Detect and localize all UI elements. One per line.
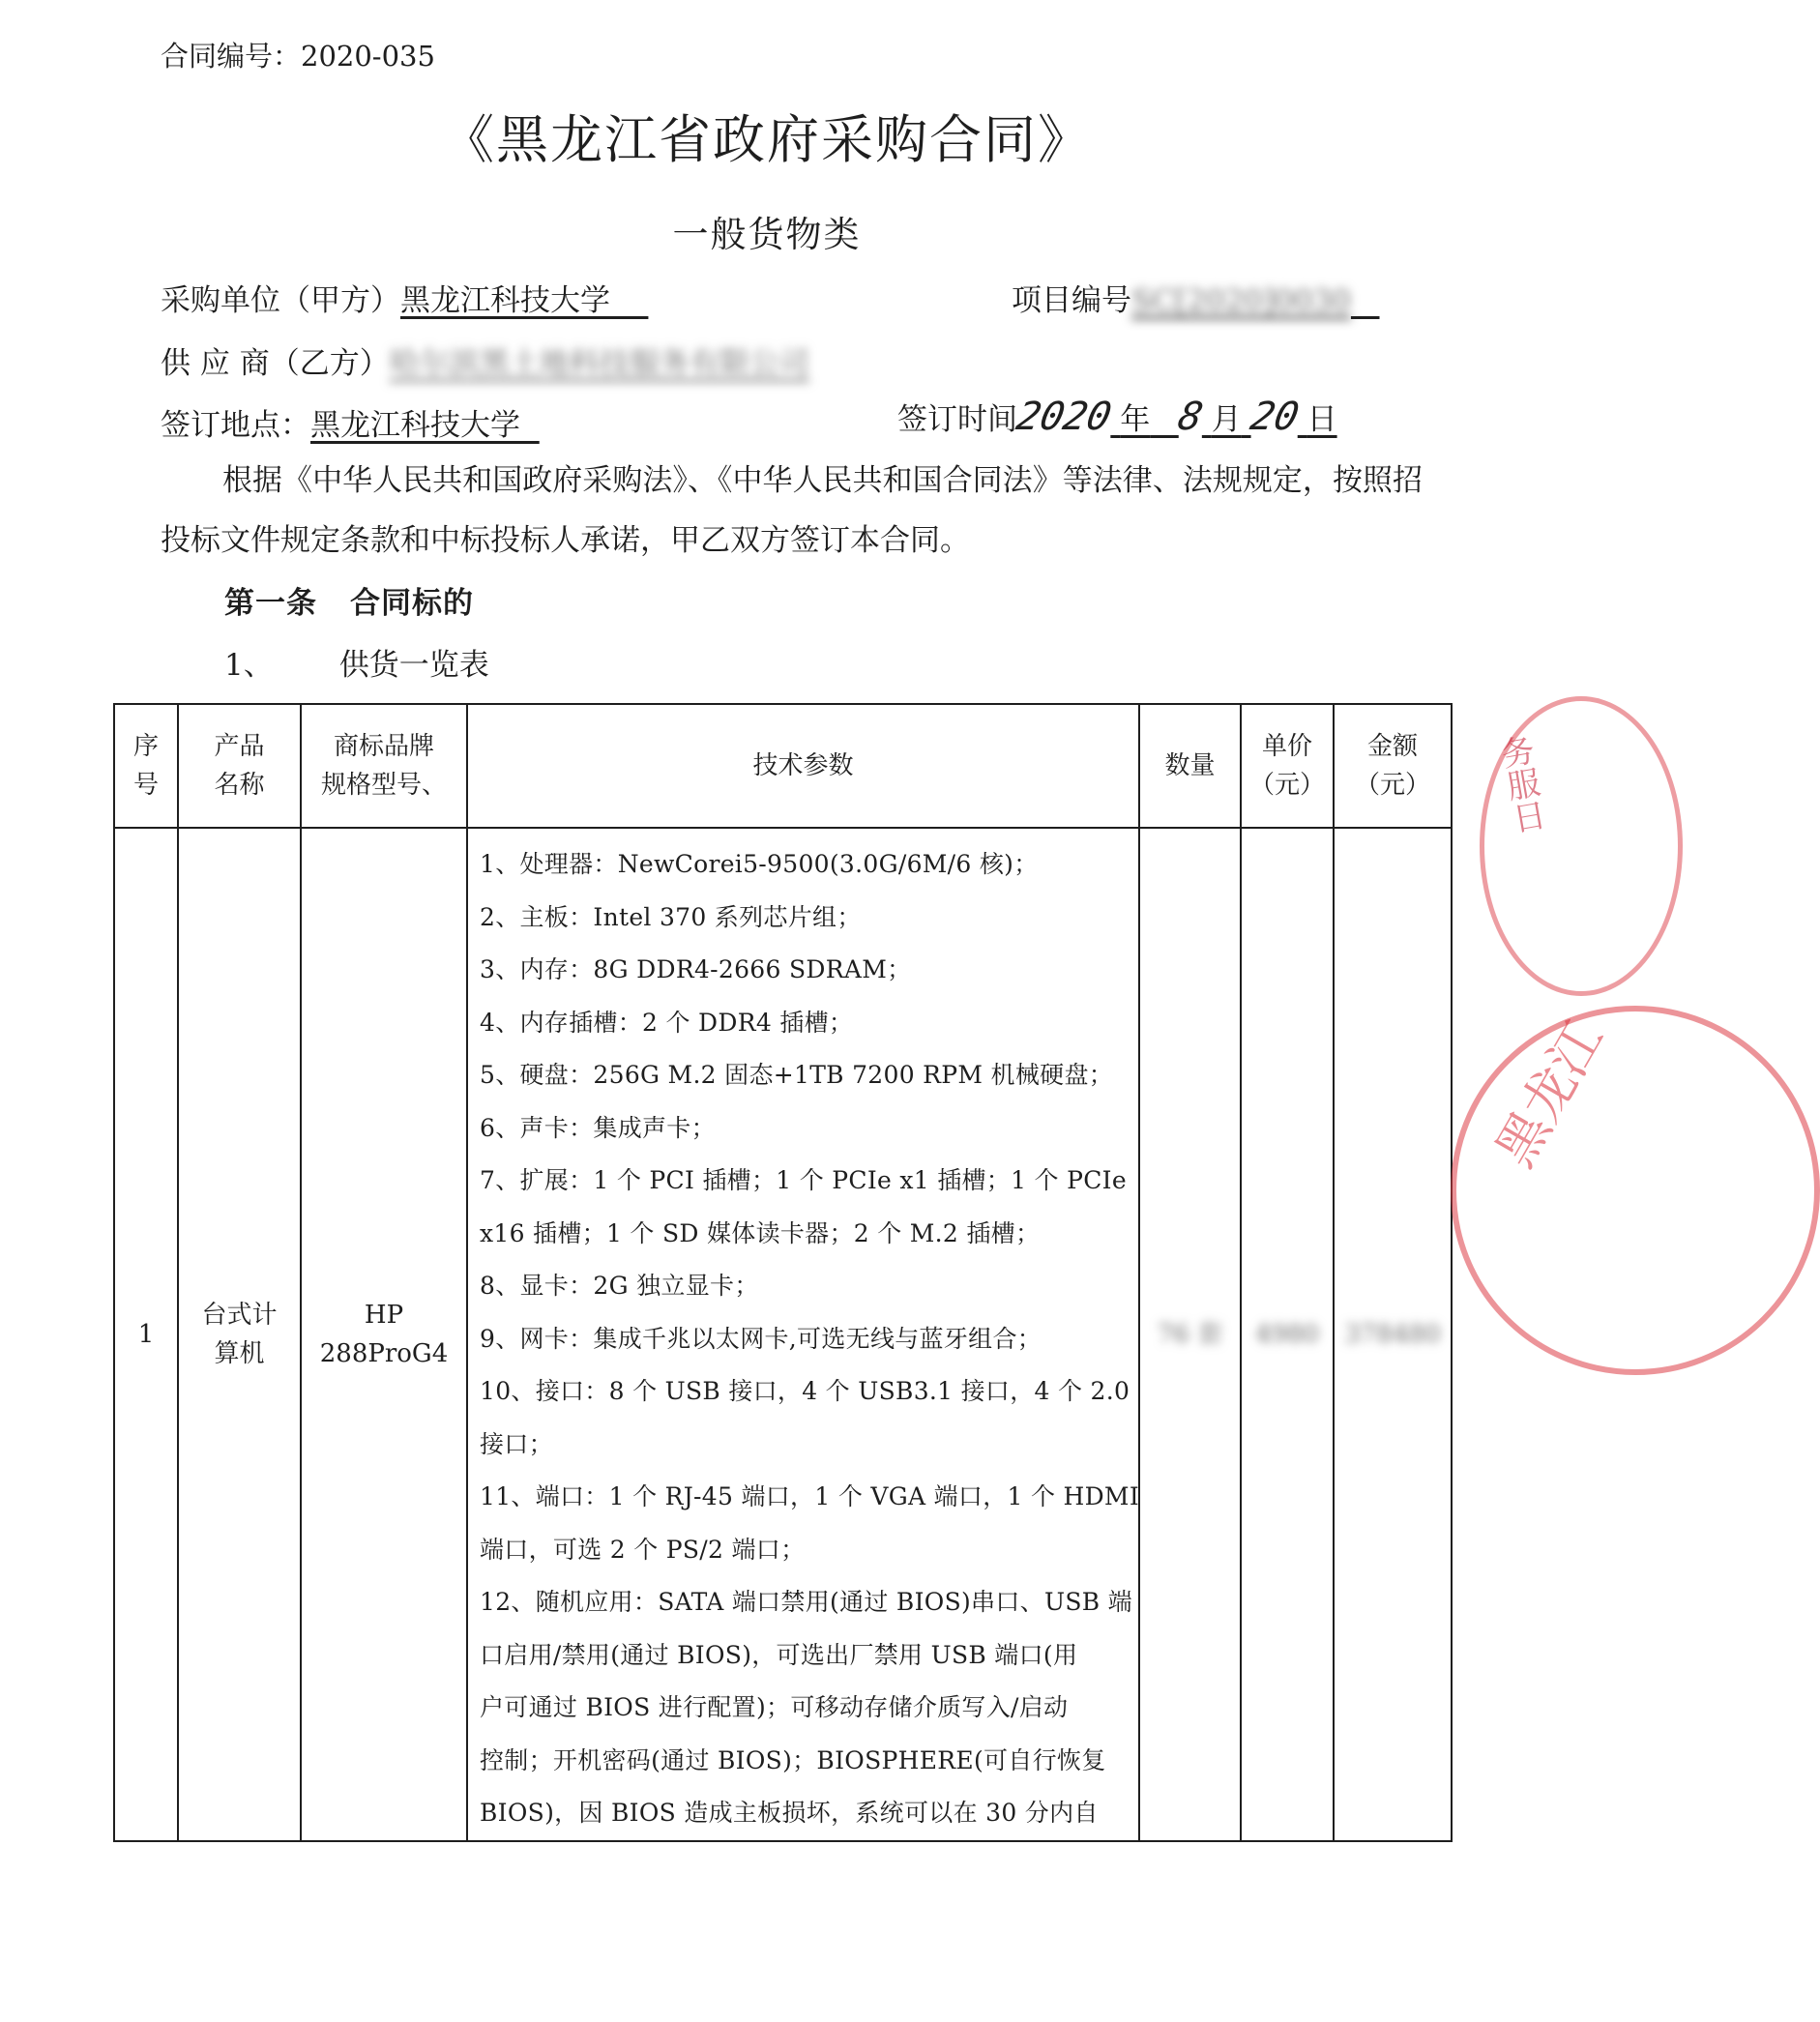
seal-stamp — [1451, 1006, 1820, 1375]
param-line: 10、接口：8 个 USB 接口，4 个 USB3.1 接口，4 个 2.0 — [480, 1377, 1130, 1405]
supplier-row — [161, 338, 809, 382]
header-name: 产品 名称 — [178, 704, 301, 828]
sign-month: 8 — [1173, 395, 1207, 439]
place-row — [161, 400, 540, 444]
param-line: BIOS)，因 BIOS 造成主板损坏，系统可以在 30 分内自 — [480, 1799, 1099, 1827]
param-line: 6、声卡：集成声卡； — [480, 1113, 716, 1142]
row-name: 台式计 算机 — [178, 828, 301, 1841]
param-line: 2、主板：Intel 370 系列芯片组； — [480, 902, 862, 931]
row-qty: 76 套 — [1139, 828, 1241, 1841]
sign-day-unit: 日 — [1306, 402, 1337, 437]
param-line: 户可通过 BIOS 进行配置)；可移动存储介质写入/启动 — [480, 1693, 1069, 1721]
list-heading — [224, 640, 489, 684]
place-label: 签订地点： — [161, 408, 310, 443]
row-brand: HP 288ProG4 — [301, 828, 467, 1841]
document-title: 《黑龙江省政府采购合同》 — [442, 109, 1092, 170]
param-line: 11、端口：1 个 RJ-45 端口，1 个 VGA 端口，1 个 HDMI — [480, 1482, 1140, 1510]
param-line: 8、显卡：2G 独立显卡； — [480, 1272, 759, 1300]
sign-time-row — [897, 395, 1337, 439]
project-value: SC[2020]0030 — [1131, 283, 1351, 318]
sign-year: 2020 — [1013, 395, 1116, 439]
supply-table — [113, 703, 1453, 1842]
param-line: 7、扩展：1 个 PCI 插槽；1 个 PCIe x1 插槽；1 个 PCIe — [480, 1166, 1127, 1194]
section-heading — [224, 578, 507, 622]
place-underline-pad — [520, 408, 540, 443]
project-row — [1012, 276, 1380, 319]
row-params — [467, 828, 1139, 1841]
buyer-underline-pad — [610, 283, 648, 318]
project-value-wrap — [1131, 283, 1380, 318]
table-header-row — [114, 704, 1452, 828]
header-qty: 数量 — [1139, 704, 1241, 828]
section-title: 合同标的 — [350, 586, 474, 621]
supplier-label: 供 应 商（乙方） — [161, 346, 390, 381]
buyer-label: 采购单位（甲方） — [161, 283, 400, 318]
list-title: 供货一览表 — [338, 648, 489, 683]
document-subtitle: 一般货物类 — [672, 214, 862, 255]
header-price: 单价 （元） — [1241, 704, 1334, 828]
param-line: 1、处理器：NewCorei5-9500(3.0G/6M/6 核)； — [480, 850, 1039, 878]
param-line: 4、内存插槽：2 个 DDR4 插槽； — [480, 1008, 854, 1037]
place-value: 黑龙江科技大学 — [310, 408, 520, 443]
section-number: 第一条 — [224, 586, 317, 621]
header-amount: 金额 （元） — [1334, 704, 1452, 828]
sign-time-value — [1013, 395, 1337, 439]
header-params: 技术参数 — [467, 704, 1139, 828]
sign-year-unit: 年 — [1120, 402, 1151, 437]
row-price: 4980 — [1241, 828, 1334, 1841]
param-line: 3、内存：8G DDR4-2666 SDRAM； — [480, 955, 912, 983]
row-amount: 378480 — [1334, 828, 1452, 1841]
sign-month-unit: 月 — [1211, 402, 1242, 437]
intro-paragraph: 根据《中华人民共和国政府采购法》、《中华人民共和国合同法》等法律、法规规定，按照招投标文件规定条款和中标投标人承诺，甲乙双方签订本合同。 — [161, 463, 1423, 558]
param-line: 控制；开机密码(通过 BIOS)；BIOSPHERE(可自行恢复 — [480, 1745, 1106, 1774]
seal-stamp-top-text: 务服日 — [1492, 732, 1548, 836]
header-seq: 序 号 — [114, 704, 178, 828]
header-brand: 商标品牌 规格型号、 — [301, 704, 467, 828]
param-line: 9、网卡：集成千兆以太网卡,可选无线与蓝牙组合； — [480, 1324, 1042, 1353]
param-line: 5、硬盘：256G M.2 固态+1TB 7200 RPM 机械硬盘； — [480, 1061, 1114, 1089]
contract-number: 合同编号：2020-035 — [161, 40, 435, 73]
param-line: x16 插槽；1 个 SD 媒体读卡器；2 个 M.2 插槽； — [480, 1218, 1041, 1247]
project-label: 项目编号 — [1012, 283, 1131, 318]
param-line: 接口； — [480, 1429, 553, 1458]
param-line: 12、随机应用：SATA 端口禁用(通过 BIOS)串口、USB 端 — [480, 1588, 1132, 1616]
sign-time-label: 签订时间 — [897, 402, 1017, 437]
supplier-value: 哈尔滨黑土地科技服务有限公司 — [389, 346, 809, 381]
buyer-row — [161, 276, 648, 319]
param-line: 端口，可选 2 个 PS/2 端口； — [480, 1535, 806, 1564]
param-line: 口启用/禁用(通过 BIOS)，可选出厂禁用 USB 端口(用 — [480, 1640, 1078, 1669]
seal-stamp-text: 黑龙江 — [1483, 1011, 1616, 1177]
table-row — [114, 828, 1452, 1841]
buyer-value: 黑龙江科技大学 — [400, 283, 610, 318]
sign-day: 20 — [1246, 395, 1303, 439]
list-number: 1、 — [224, 648, 274, 683]
row-seq: 1 — [114, 828, 178, 1841]
